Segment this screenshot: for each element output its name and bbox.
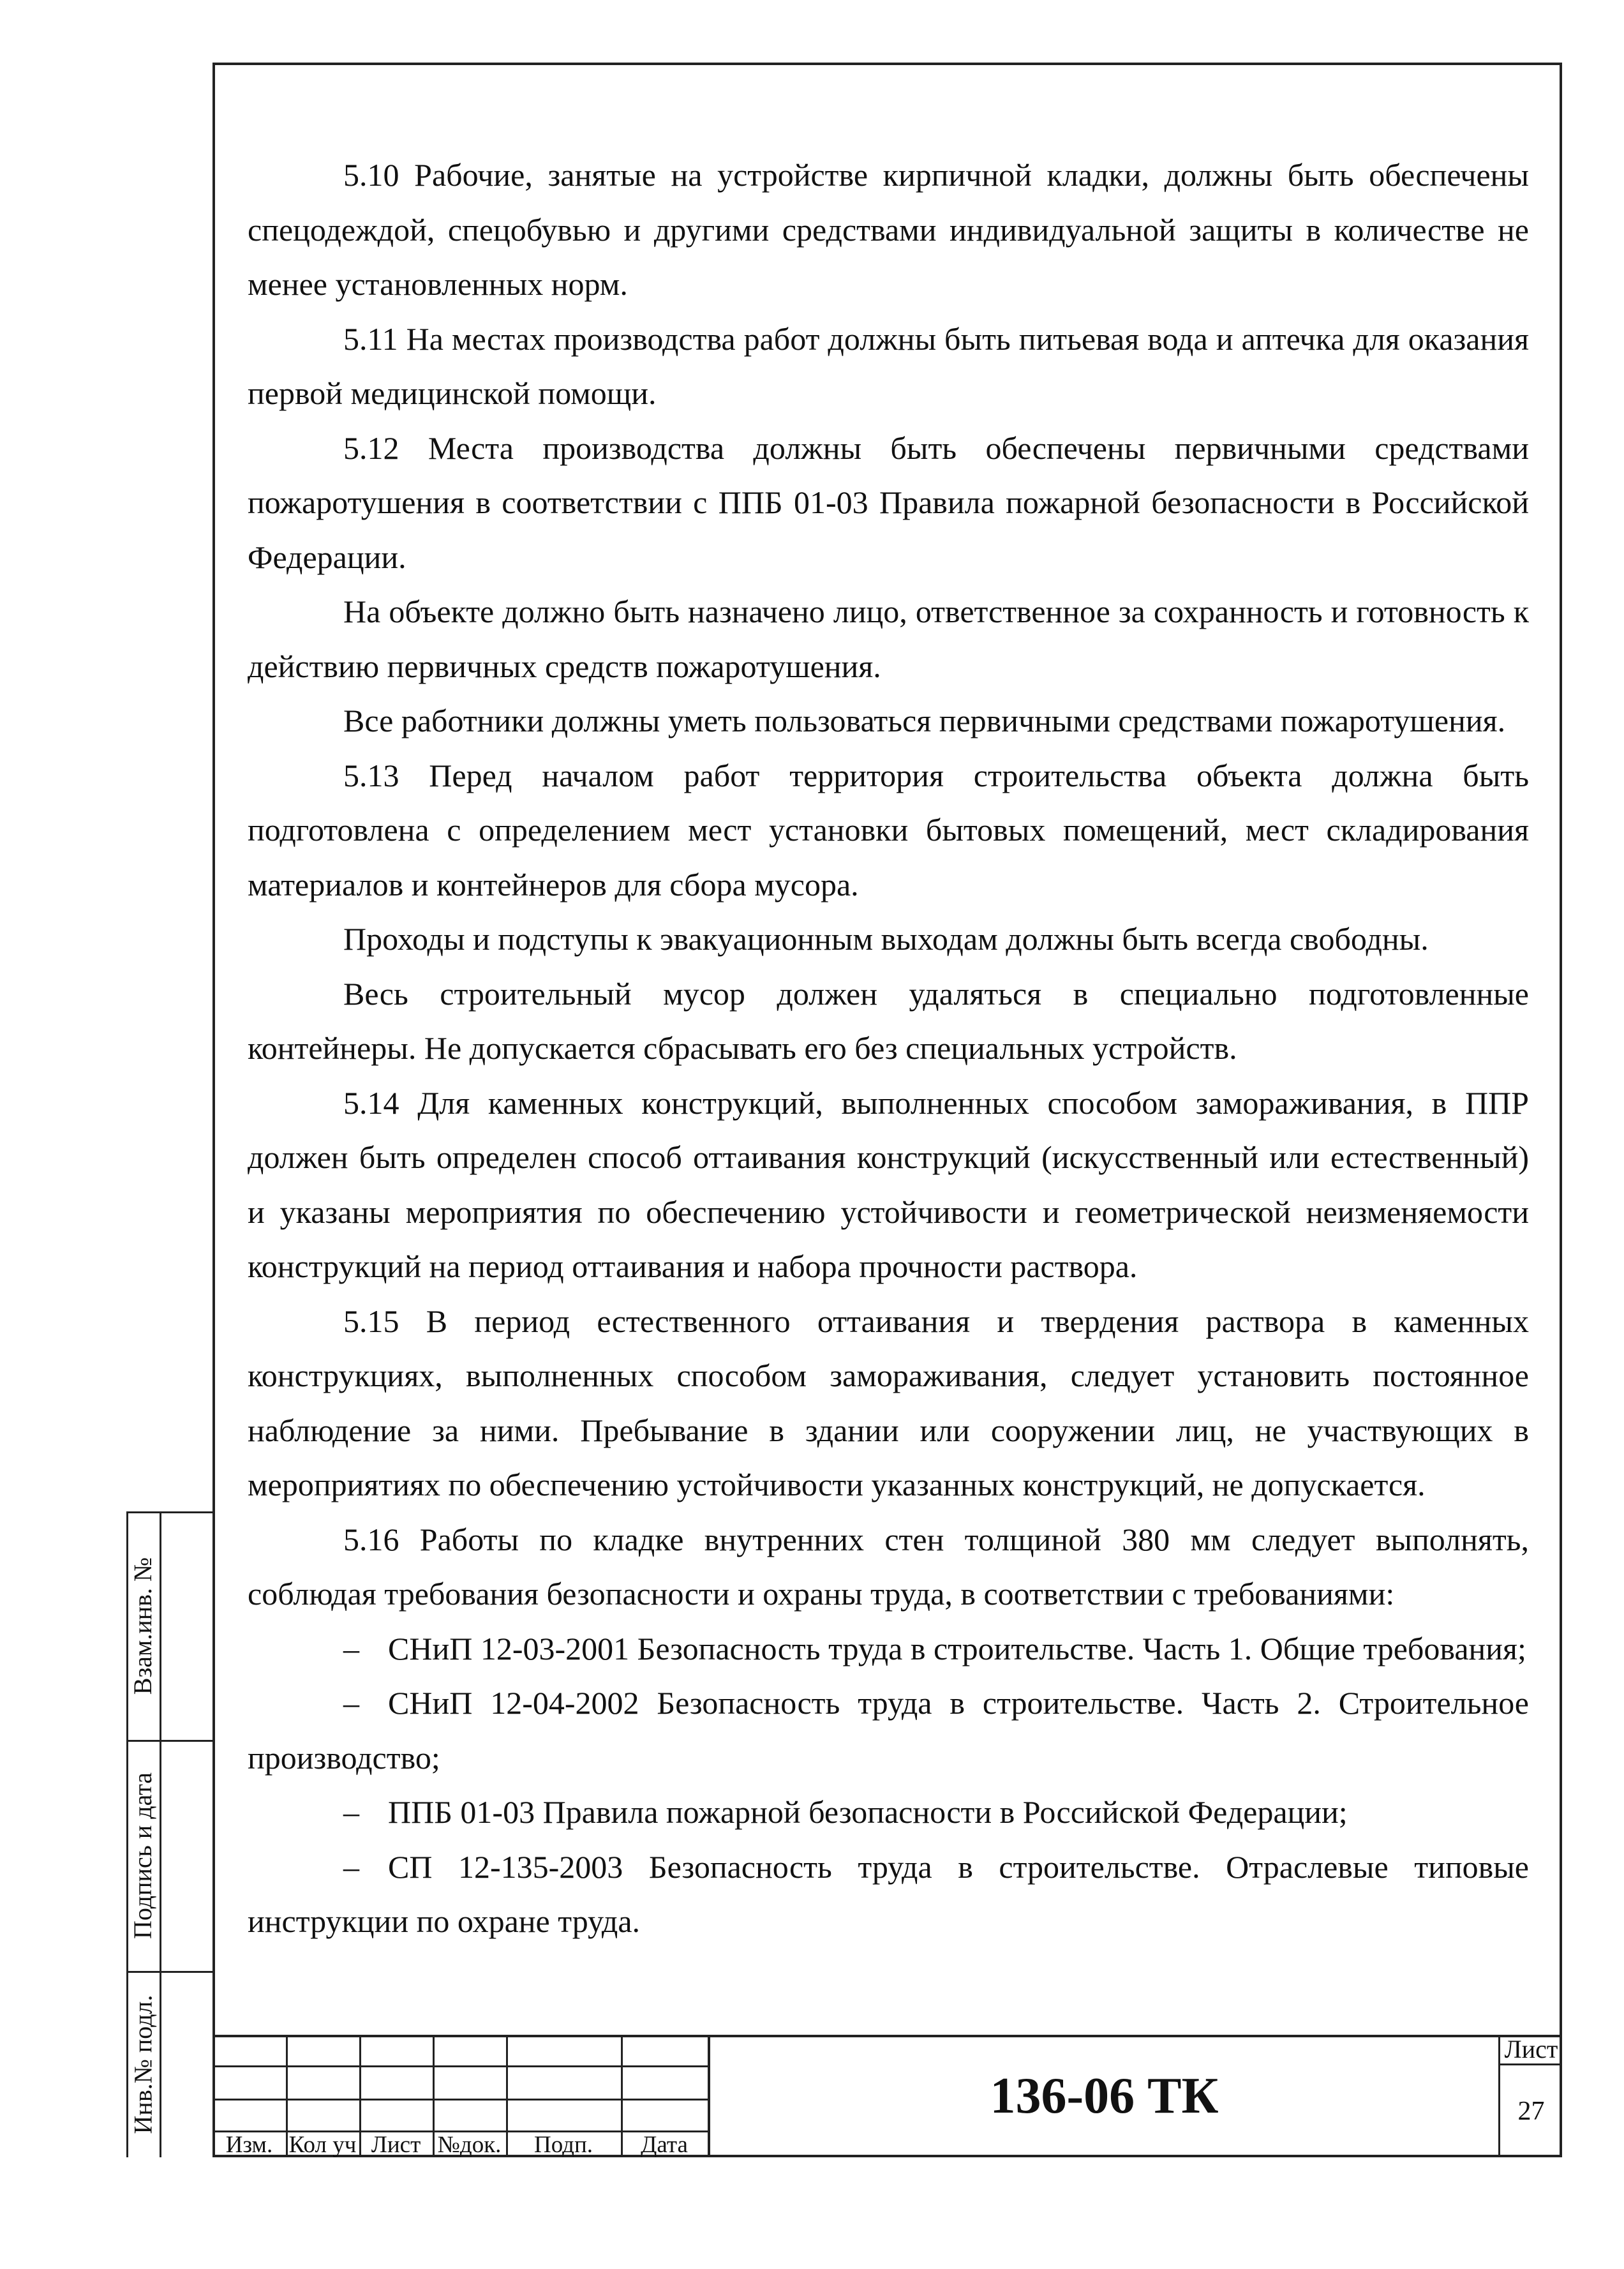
paragraph [248,312,1529,421]
dash-bullet: – [343,1794,359,1830]
dash-bullet: – [343,1630,359,1666]
paragraph-text: 5.13 Перед началом работ территория строительства объекта должна быть подготовлена с определением мест установки бытовых помещений, мест складирования материалов и контейнеров для сбора мусора. [248,757,1529,902]
paragraph-text: На объекте должно быть назначено лицо, ответственное за сохранность и готовность к действию первичных средств пожаротушения. [248,594,1529,684]
paragraph-text: СП 12-135-2003 Безопасность труда в строительстве. Отраслевые типовые инструкции по охране труда. [248,1848,1529,1939]
paragraph-text: 5.16 Работы по кладке внутренних стен толщиной 380 мм следует выполнять, соблюдая требования безопасности и охраны труда, в соответствии с требованиями: [248,1521,1529,1612]
inv-original-label-cell [126,1971,160,2157]
vzam-inv-label: Взам.инв. № [128,1557,158,1695]
dash-bullet: – [343,1685,359,1721]
dash-bullet: – [343,1848,359,1885]
paragraph [248,585,1529,694]
list-item [248,1676,1529,1785]
document-code: 136-06 ТК [708,2035,1500,2157]
paragraph [248,148,1529,312]
list-item [248,1840,1529,1949]
list-item [248,1622,1529,1677]
paragraph [248,912,1529,967]
header-ndok: №док. [437,2131,502,2158]
vzam-inv-label-cell [126,1511,160,1740]
header-podp: Подп. [533,2131,593,2158]
strip-line [160,1511,161,2157]
document-body [248,148,1529,1949]
paragraph [248,749,1529,913]
sheet-label: Лист [1500,2035,1562,2065]
paragraph-text: 5.11 На местах производства работ должны быть питьевая вода и аптечка для оказания первой медицинской помощи. [248,320,1529,411]
paragraph-text: ППБ 01-03 Правила пожарной безопасности в Российской Федерации; [388,1794,1348,1830]
header-data: Дата [641,2131,688,2158]
signature-date-label: Подпись и дата [128,1772,158,1939]
paragraph-text: Проходы и подступы к эвакуационным выходам должны быть всегда свободны. [343,921,1429,957]
sheet-number: 27 [1517,2097,1545,2126]
header-kol-uch: Кол уч [288,2131,357,2158]
paragraph [248,694,1529,749]
list-item [248,1785,1529,1840]
paragraph-text: 5.12 Места производства должны быть обеспечены первичными средствами пожаротушения в соответствии с ППБ 01-03 Правила пожарной безопасности в Российской Федерации. [248,430,1529,575]
left-stamp-strip [126,1511,212,2157]
paragraph-text: 5.15 В период естественного оттаивания и твердения раствора в каменных конструкциях, выполненных способом замораживания, следует установить постоянное наблюдение за ними. Пребывание в здании или сооружении лиц, не участвующих в мероприятиях по обеспечению устойчивости указанных конструкций, не допускается. [248,1303,1529,1502]
paragraph-text: СНиП 12-04-2002 Безопасность труда в строительстве. Часть 2. Строительное производство; [248,1685,1529,1776]
paragraph [248,1076,1529,1294]
signature-date-label-cell [126,1740,160,1971]
header-list: Лист [371,2131,421,2158]
paragraph [248,967,1529,1076]
title-block [212,2035,1562,2157]
paragraph-text: Все работники должны уметь пользоваться первичными средствами пожаротушения. [343,703,1506,738]
header-izm: Изм. [225,2131,273,2158]
paragraph-text: 5.14 Для каменных конструкций, выполненных способом замораживания, в ППР должен быть определен способ оттаивания конструкций (искусственный или естественный) и указаны мероприятия по обеспечению устойчивости и геометрической неизменяемости конструкций на период оттаивания и набора прочности раствора. [248,1084,1529,1284]
paragraph [248,1513,1529,1622]
paragraph-text: 5.10 Рабочие, занятые на устройстве кирпичной кладки, должны быть обеспечены спецодеждой, спецобувью и другими средствами индивидуальной защиты в количестве не менее установленных норм. [248,157,1529,302]
paragraph-text: СНиП 12-03-2001 Безопасность труда в строительстве. Часть 1. Общие требования; [388,1630,1526,1666]
revision-grid [212,2035,708,2157]
paragraph [248,421,1529,585]
paragraph-text: Весь строительный мусор должен удаляться в специально подготовленные контейнеры. Не допускается сбрасывать его без специальных устройств. [248,975,1529,1066]
inv-original-label: Инв.№ подл. [128,1995,158,2134]
paragraph [248,1294,1529,1513]
